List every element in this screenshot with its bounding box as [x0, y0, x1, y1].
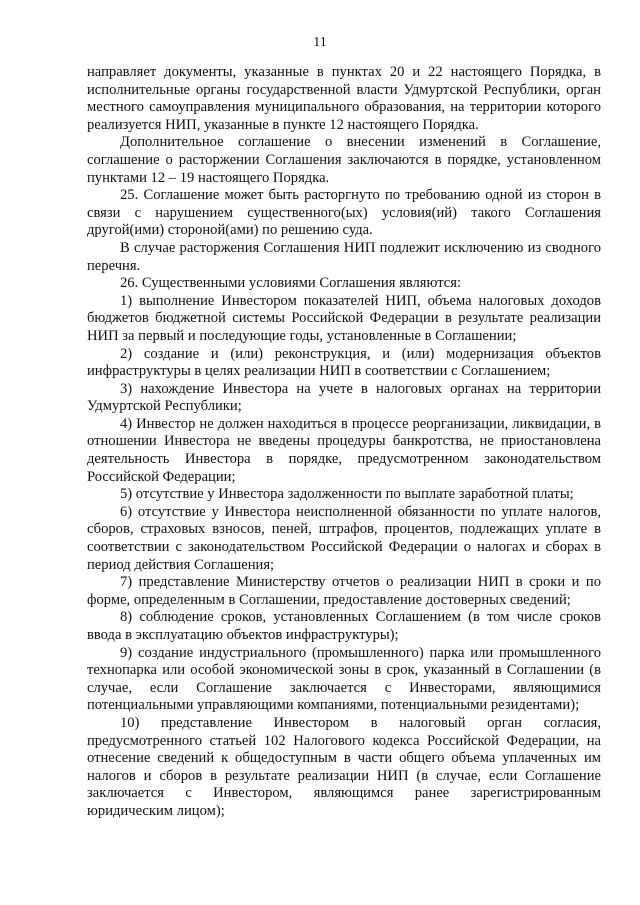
list-item-8: 8) соблюдение сроков, установленных Соглашением (в том числе сроков ввода в эксплуатацию объектов инфраструктуры);	[87, 609, 601, 643]
list-item-10: 10) представление Инвестором в налоговый орган согласия, предусмотренного статьей 102 Налогового кодекса Российской Федерации, на отнесение сведений к общедоступным в части общего объема уплаченных им налогов и сборов в результате реализации НИП (в случае, если Соглашение заключается с Инвестором, являющимся ранее зарегистрированным юридическим лицом);	[87, 714, 601, 819]
list-item-9: 9) создание индустриального (промышленного) парка или промышленного технопарка или особой экономической зоны в срок, указанный в Соглашении (в случае, если Соглашение заключается с Инвесторами, являющимися потенциальными управляющими компаниями, потенциальными резидентами);	[87, 644, 601, 714]
list-item-2: 2) создание и (или) реконструкция, и (или) модернизация объектов инфраструктуры в целях реализации НИП в соответствии с Соглашением;	[87, 345, 601, 380]
page-number: 11	[313, 35, 327, 50]
paragraph-25: 25. Соглашение может быть расторгнуто по требованию одной из сторон в связи с нарушением существенного(ых) условия(ий) такого Соглашения другой(ими) стороной(ами) по решению суда.	[87, 187, 601, 239]
paragraph-additional-agreement: Дополнительное соглашение о внесении изменений в Соглашение, соглашение о расторжении Соглашения заключаются в порядке, установленном пунктами 12 – 19 настоящего Порядка.	[87, 134, 601, 186]
list-item-7: 7) представление Министерству отчетов о реализации НИП в сроки и по форме, определенным в Соглашении, предоставление достоверных сведений;	[87, 574, 601, 608]
document-body	[87, 64, 601, 821]
list-item-4: 4) Инвестор не должен находиться в процессе реорганизации, ликвидации, в отношении Инвестора не введены процедуры банкротства, не приостановлена деятельность Инвестора в порядке, предусмотренном законодательством Российской Федерации;	[87, 415, 601, 485]
list-item-1: 1) выполнение Инвестором показателей НИП, объема налоговых доходов бюджетов бюджетной системы Российской Федерации в результате реализации НИП за первый и последующие годы, установленные в Соглашении;	[87, 292, 601, 344]
paragraph-termination: В случае расторжения Соглашения НИП подлежит исключению из сводного перечня.	[87, 239, 601, 274]
paragraph-26: 26. Существенными условиями Соглашения являются:	[120, 275, 462, 292]
list-item-6: 6) отсутствие у Инвестора неисполненной обязанности по уплате налогов, сборов, страховых взносов, пеней, штрафов, процентов, подлежащих уплате в соответствии с законодательством Российской Федерации о налогах и сборах в период действия Соглашения;	[87, 503, 601, 573]
list-item-5: 5) отсутствие у Инвестора задолженности по выплате заработной платы;	[120, 486, 574, 503]
paragraph-intro: направляет документы, указанные в пунктах 20 и 22 настоящего Порядка, в исполнительные органы государственной власти Удмуртской Республики, орган местного самоуправления муниципального образования, на территории которого реализуется НИП, указанные в пункте 12 настоящего Порядка.	[87, 64, 601, 133]
list-item-3: 3) нахождение Инвестора на учете в налоговых органах на территории Удмуртской Республики;	[87, 380, 601, 415]
